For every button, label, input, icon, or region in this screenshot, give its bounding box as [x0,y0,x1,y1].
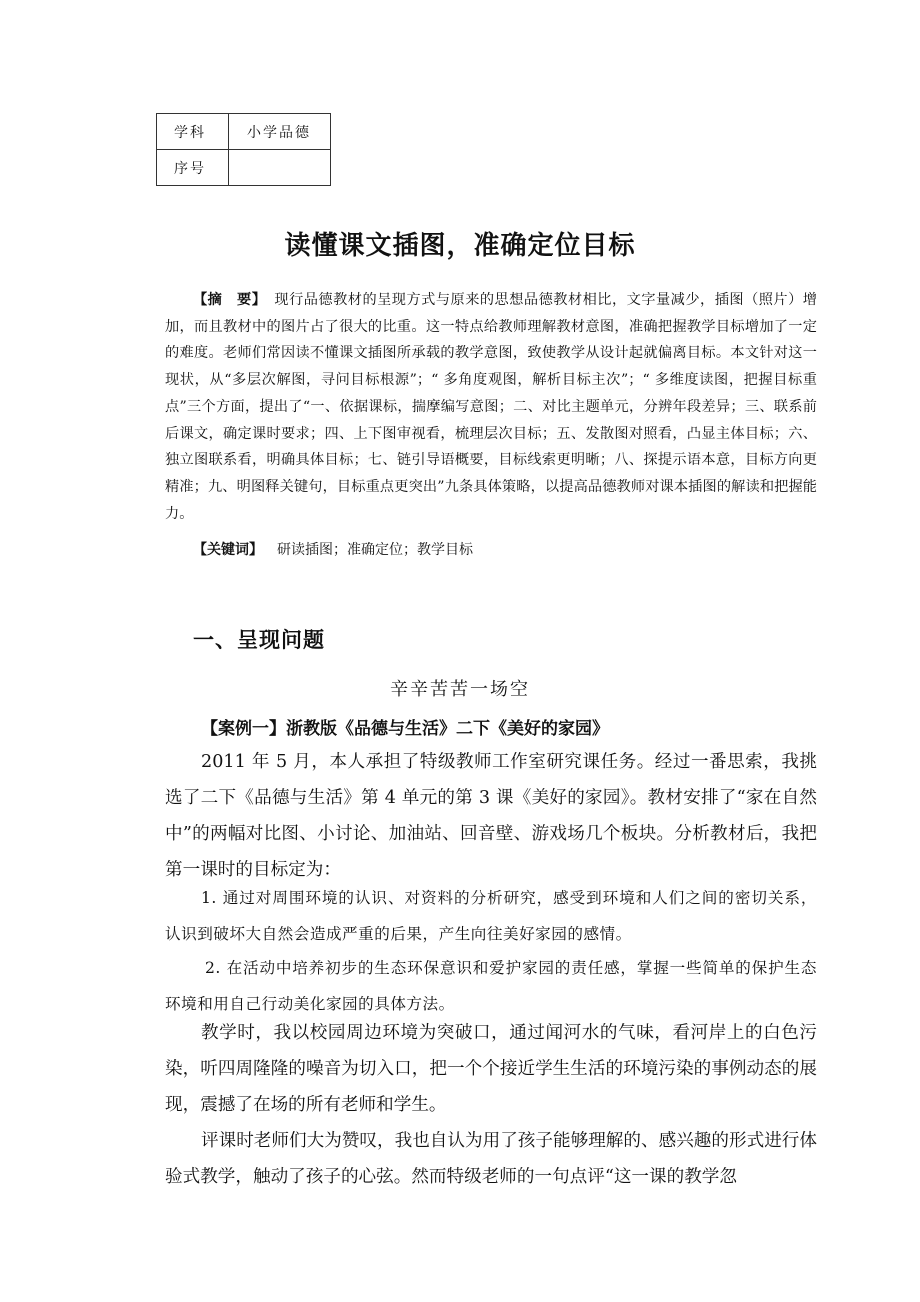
page-title: 读懂课文插图，准确定位目标 [284,231,636,261]
number-value [229,150,331,186]
abstract-block [165,287,817,527]
section-subtitle: 辛辛苦苦一场空 [390,679,530,700]
subject-value: 小学品德 [229,114,331,150]
section-heading: 一、呈现问题 [193,628,325,652]
keywords-block [193,539,473,559]
abstract-label: 【摘 要】 [193,292,267,308]
table-row [157,150,331,186]
case-title: 【案例一】浙教版《品德与生活》二下《美好的家园》 [201,719,609,739]
keywords-text: 研读插图；准确定位；教学目标 [277,542,473,558]
paragraph: 2011 年 5 月，本人承担了特级教师工作室研究课任务。经过一番思索，我挑选了二下《品德与生活》第 4 单元的第 3 课《美好的家园》。教材安排了“家在自然中”的两幅对比图、小讨论、加油站、回音壁、游戏场几个板块。分析教材后，我把第一课时的目标定为： [165,752,817,880]
keywords-label: 【关键词】 [193,542,263,558]
paragraph: 教学时，我以校园周边环境为突破口，通过闻河水的气味，看河岸上的白色污染，听四周隆隆的噪音为切入口，把一个个接近学生生活的环境污染的事例动态的展现，震撼了在场的所有老师和学生。 [165,1023,817,1115]
subject-label: 学科 [157,114,229,150]
paragraph: 评课时老师们大为赞叹，我也自认为用了孩子能够理解的、感兴趣的形式进行体验式教学，触动了孩子的心弦。然而特级老师的一句点评“这一课的教学忽 [165,1131,817,1187]
abstract-text: 现行品德教材的呈现方式与原来的思想品德教材相比，文字量减少，插图（照片）增加，而且教材中的图片占了很大的比重。这一特点给教师理解教材意图，准确把握教学目标增加了一定的难度。老师们常因读不懂课文插图所承载的教学意图，致使教学从设计起就偏离目标。本文针对这一现状，从“多层次解图，寻问目标根源”；“ 多角度观图，解析目标主次”；“ 多维度读图，把握目标重点”三个方面，提出了“一、依据课标，揣摩编写意图；二、对比主题单元，分辨年段差异；三、联系前后课文，确定课时要求；四、上下图审视看，梳理层次目标；五、发散图对照看，凸显主体目标；六、独立图联系看，明确具体目标；七、链引导语概要，目标线索更明晰；八、探提示语本意，目标方向更精准；九、明图释关键句，目标重点更突出”九条具体策略，以提高品德教师对课本插图的解读和把握能力。 [165,292,817,522]
number-label: 序号 [157,150,229,186]
info-table [156,113,331,186]
table-row [157,114,331,150]
goal-item-1: 1. 通过对周围环境的认识、对资料的分析研究，感受到环境和人们之间的密切关系，认识到破坏大自然会造成严重的后果，产生向往美好家园的感情。 [165,889,817,943]
goal-item-2: 2. 在活动中培养初步的生态环保意识和爱护家园的责任感，掌握一些简单的保护生态环境和用自己行动美化家园的具体方法。 [165,959,817,1013]
